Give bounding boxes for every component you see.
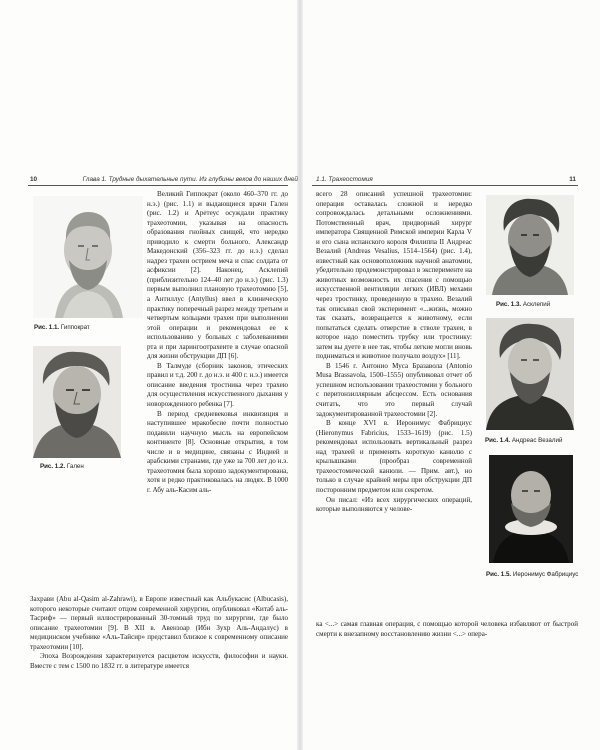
left-page-number: 10 [30, 176, 38, 183]
left-full-column [30, 595, 288, 671]
figure-1-3-caption [496, 301, 550, 308]
right-full-column [316, 620, 578, 639]
caption-name: Гален [66, 463, 84, 470]
figure-1-5-caption [486, 571, 578, 578]
caption-label: Рис. 1.5. [486, 571, 512, 578]
figure-1-2-caption [40, 463, 84, 470]
paragraph: Великий Гиппократ (около 460–370 гг. до н.э.) (рис. 1.1) и выдающиеся врачи Гален (рис. 1.2) и Аретеус осуждали практику трахеотомии, указывая на опасность образования гнойных свищей, что нередко приводило к смерти больного. Александр Македонский (356–323 гг. до н.э.) сделал надрез трахеи острием меча и спас солдата от асфиксии [2]. Наконец, Асклепий (приблизительно 124–40 лет до н.э.) (рис. 1.3) первым выполнил плановую трахеотомию [5], а Антиллус (Antyllus) ввел в клиническую практику поперечный разрез между третьим и четвертым кольцами трахеи при выполнении этой операции и рекомендовал ее к использованию у больных с заболеваниями рта и при ларингоотрахеите в случае опасной для жизни обструкции ДП [6]. [147, 190, 288, 361]
asclepius-portrait [486, 195, 574, 295]
paragraph: Он писал: «Из всех хирургических операций, которые выполняются у челове- [316, 495, 472, 514]
vesalius-portrait [486, 318, 574, 430]
right-header-title: 1.1. Трахеостомия [316, 176, 373, 183]
left-header-rule [28, 185, 288, 186]
paragraph: всего 28 описаний успешной трахеотомии: операция оставалась сложной и нередко сопровождалась детальными осложнениями. Потомственный врач, придворный хирург императора Священной Римской империи Карла V и его сына испанского короля Филиппа II Андреас Везалий (Andreas Vesalius, 1514–1564) (рис. 1.4), известный как основоположник научной анатомии, убедительно продемонстрировал в эксперименте на животных возможность их спасения с помощью искусственной вентиляции легких (ИВЛ) мехами через тростинку, проведенную в трахею. Везалий так описывал свой эксперимент «...жизнь, можно так сказать, возвращается к животному, если попытаться сделать отверстие в стволе трахеи, в которое надо поместить трубку или тростинку: затем вы дуете в нее так, чтобы легкие могли вновь подниматься и животное получало воздух» [11]. [316, 190, 472, 361]
caption-name: Иеронимус Фабрициус [512, 571, 579, 578]
caption-label: Рис. 1.4. [485, 437, 511, 444]
paragraph: В 1546 г. Антонио Муса Бразавола (Antonio Musa Brassavola, 1500–1555) опубликовал отчет об успешном использовании трахеостомии у больного с перитонзиллярным абсцессом. Есть основания считать, что это первый случай задокументированной трахеостомии [2]. [316, 361, 472, 418]
paragraph: В конце XVI в. Иеронимус Фабрициус (Hieronymus Fabricius, 1533–1619) (рис. 1.5) рекомендовал использовать вертикальный разрез над трахеей и применять короткую канюлю с крылышками (прообраз современной трахеостомической канюли. — Прим. авт.), но только в случае крайней меры при обструкции ДП посторонним предметом или секретом. [316, 419, 472, 494]
galen-portrait [33, 346, 121, 458]
right-page-number: 11 [569, 176, 576, 183]
right-narrow-column [316, 190, 472, 515]
paragraph: В период средневековья инквизиция и наступившее мракобесие почти полностью подавили научную мысль на европейском континенте [8]. Основные открытия, в том числе и в медицине, связаны с Индией и арабскими странами, где уже за 700 лет до н.э. трахеотомия была хорошо задокументирована, хотя и редко практиковалась на людях. В 1000 г. Абу аль-Касим аль- [147, 409, 288, 494]
left-narrow-column [147, 190, 288, 496]
caption-label: Рис. 1.2. [40, 463, 66, 470]
paragraph: ка <...> самая главная операция, с помощью которой человека избавляют от быстрой смерти к внезапному восстановлению жизни <...> опера- [316, 620, 578, 638]
caption-name: Гиппократ [60, 324, 90, 331]
book-gutter [297, 0, 303, 750]
hippocrates-portrait [33, 196, 143, 318]
paragraph: Эпоха Возрождения характеризуется расцветом искусств, философии и науки. Вместе с тем с 1500 по 1832 гг. в литературе имеется [30, 652, 288, 670]
left-running-header [30, 176, 298, 183]
caption-label: Рис. 1.3. [496, 301, 522, 308]
fabricius-portrait [489, 455, 573, 563]
right-running-header [316, 176, 576, 183]
caption-label: Рис. 1.1. [34, 324, 60, 331]
figure-1-1-caption [34, 324, 90, 331]
caption-name: Андреас Везалий [511, 437, 563, 444]
figure-1-4-caption [485, 437, 562, 444]
caption-name: Асклепий [522, 301, 551, 308]
right-header-rule [312, 185, 578, 186]
paragraph: Захрави (Abu al-Qasim al-Zahrawi), в Европе известный как Альбукасис (Albucasis), которого некоторые считают отцом современной хирургии, опубликовал «Китаб аль-Тасриф» — первый иллюстрированный 30-томный труд по хирургии, где было описание трахеотомии [9]. В XII в. Авензоар (Ибн Зухр Аль-Андалус) в медицинском учебнике «Аль-Тайсир» представил близкое к современному описание трахеотомии [10]. [30, 595, 288, 651]
paragraph: В Талмуде (сборник законов, этических правил и т.д. 200 г. до н.э. и 400 г. н.э.) имеется описание введения тростника через трахею для осуществления искусственного дыхания у новорожденного ребенка [7]. [147, 361, 288, 409]
left-header-title: Глава 1. Трудные дыхательные пути. Из глубины веков до наших дней [82, 176, 298, 183]
